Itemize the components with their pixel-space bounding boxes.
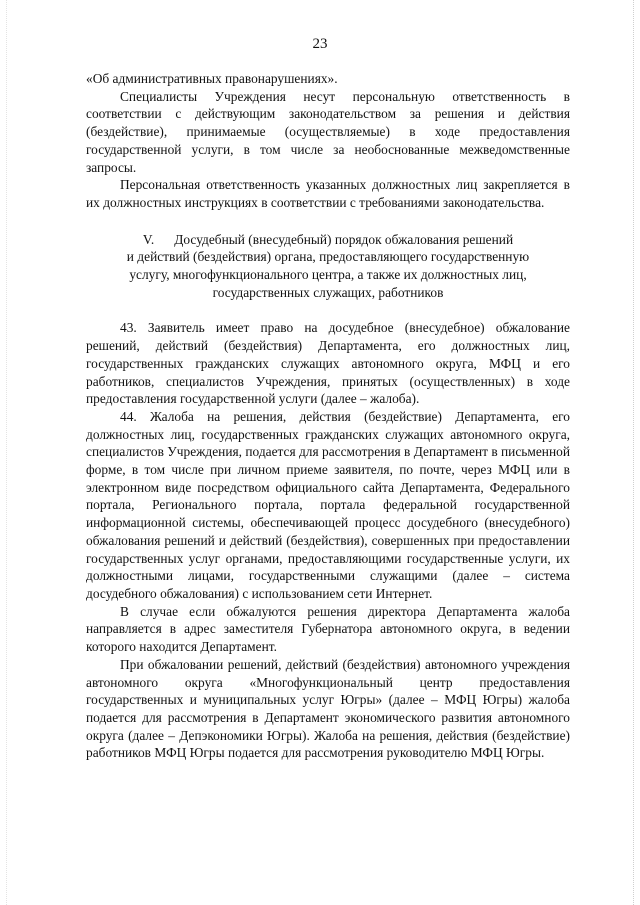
- paragraph: Специалисты Учреждения несут персональную ответственность в соответствии с действующим законодательством за решения и действия (бездействие), принимаемые (осуществляемые) в ходе предоставления государственной услуги, в том числе за необоснованные межведомственные запросы.: [86, 88, 570, 175]
- section-heading-line: V. Досудебный (внесудебный) порядок обжалования решений: [142, 231, 514, 247]
- scan-edge-left: [6, 0, 8, 905]
- scan-edge-right: [632, 0, 634, 905]
- document-body: [86, 70, 570, 762]
- paragraph: «Об административных правонарушениях».: [86, 71, 338, 86]
- paragraph: В случае если обжалуются решения директора Департамента жалоба направляется в адрес заместителя Губернатора автономного округа, в ведении которого находится Департамент.: [86, 603, 570, 655]
- paragraph: При обжаловании решений, действий (бездействия) автономного учреждения автономного округа «Многофункциональный центр предоставления государственных и муниципальных услуг Югры» (далее – МФЦ Югры) жалоба подается для рассмотрения в Департамент экономического развития автономного округа (далее – Депэкономики Югры). Жалоба на решения, действия (бездействие) работников МФЦ Югры подается для рассмотрения руководителю МФЦ Югры.: [86, 656, 570, 761]
- section-heading-line: и действий (бездействия) органа, предоставляющего государственную: [126, 249, 530, 265]
- page-number: 23: [312, 36, 328, 52]
- paragraph: Персональная ответственность указанных должностных лиц закрепляется в их должностных инструкциях в соответствии с требованиями законодательства.: [86, 177, 570, 210]
- paragraph-item-43: 43. Заявитель имеет право на досудебное (внесудебное) обжалование решений, действий (бездействия) Департамента, его должностных лиц, государственных гражданских служащих автономного округа, МФЦ и его работников, специалистов Учреждения, принятых (осуществленных) в ходе предоставления государственной услуги (далее – жалоба).: [86, 320, 570, 407]
- section-heading-line: государственных служащих, работников: [212, 284, 444, 300]
- paragraph-item-44: 44. Жалоба на решения, действия (бездействие) Департамента, его должностных лиц, государственных гражданских служащих автономного округа, специалистов Учреждения, подается для рассмотрения в Департамент в письменной форме, в том числе при личном приеме заявителя, по почте, через МФЦ или в электронном виде посредством официального сайта Департамента, Федерального портала, Регионального портала, портала федеральной государственной информационной системы, обеспечивающей процесс досудебного (внесудебного) обжалования решений и действий (бездействия), совершенных при предоставлении государственных услуг органами, предоставляющими государственные услуги, их должностными лицами, государственными служащими (далее – система досудебного обжалования) с использованием сети Интернет.: [86, 408, 570, 601]
- section-heading: [86, 231, 570, 302]
- section-heading-line: услугу, многофункционального центра, а также их должностных лиц,: [129, 267, 527, 283]
